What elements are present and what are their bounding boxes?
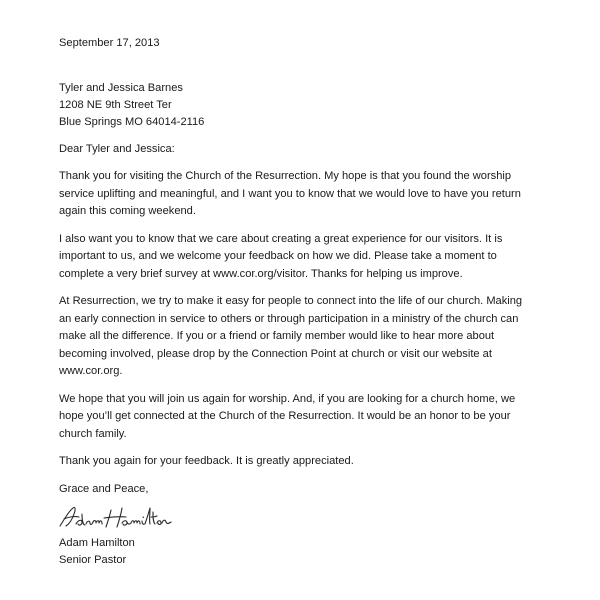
- paragraph-2-line-3: complete a very brief survey at www.cor.org/visitor. Thanks for helping us improve.: [59, 268, 463, 280]
- paragraph-2-line-2: important to us, and we welcome your feedback on how we did. Please take a moment to: [59, 250, 497, 262]
- letter-date: September 17, 2013: [59, 37, 160, 49]
- closing: Grace and Peace,: [59, 483, 149, 495]
- paragraph-1-line-1: Thank you for visiting the Church of the Resurrection. My hope is that you found the worship: [59, 170, 511, 182]
- paragraph-1-line-3: again this coming weekend.: [59, 205, 196, 217]
- recipient-name: Tyler and Jessica Barnes: [59, 82, 183, 94]
- paragraph-4-line-1: We hope that you will join us again for worship. And, if you are looking for a church home, we: [59, 393, 516, 405]
- salutation: Dear Tyler and Jessica:: [59, 143, 175, 155]
- paragraph-3-line-5: www.cor.org.: [59, 365, 123, 377]
- paragraph-3-line-4: becoming involved, please drop by the Connection Point at church or visit our website at: [59, 348, 492, 360]
- paragraph-4-line-2: hope you’ll get connected at the Church of the Resurrection. It would be an honor to be your: [59, 410, 511, 422]
- paragraph-3-line-2: an early connection in service to others or through participation in a ministry of the church can: [59, 313, 519, 325]
- paragraph-3-line-3: make all the difference. If you or a friend or family member would like to hear more about: [59, 330, 495, 342]
- signature-image: [56, 500, 174, 534]
- recipient-city-state-zip: Blue Springs MO 64014-2116: [59, 116, 205, 128]
- paragraph-4-line-3: church family.: [59, 428, 127, 440]
- paragraph-2-line-1: I also want you to know that we care about creating a great experience for our visitors. It is: [59, 233, 503, 245]
- paragraph-3-line-1: At Resurrection, we try to make it easy for people to connect into the life of our church. Making: [59, 295, 523, 307]
- recipient-street: 1208 NE 9th Street Ter: [59, 99, 172, 111]
- paragraph-5-line-1: Thank you again for your feedback. It is greatly appreciated.: [59, 455, 354, 467]
- paragraph-1-line-2: service uplifting and meaningful, and I want you to know that we would love to have you return: [59, 188, 521, 200]
- signer-title: Senior Pastor: [59, 554, 127, 566]
- signer-name: Adam Hamilton: [59, 537, 135, 549]
